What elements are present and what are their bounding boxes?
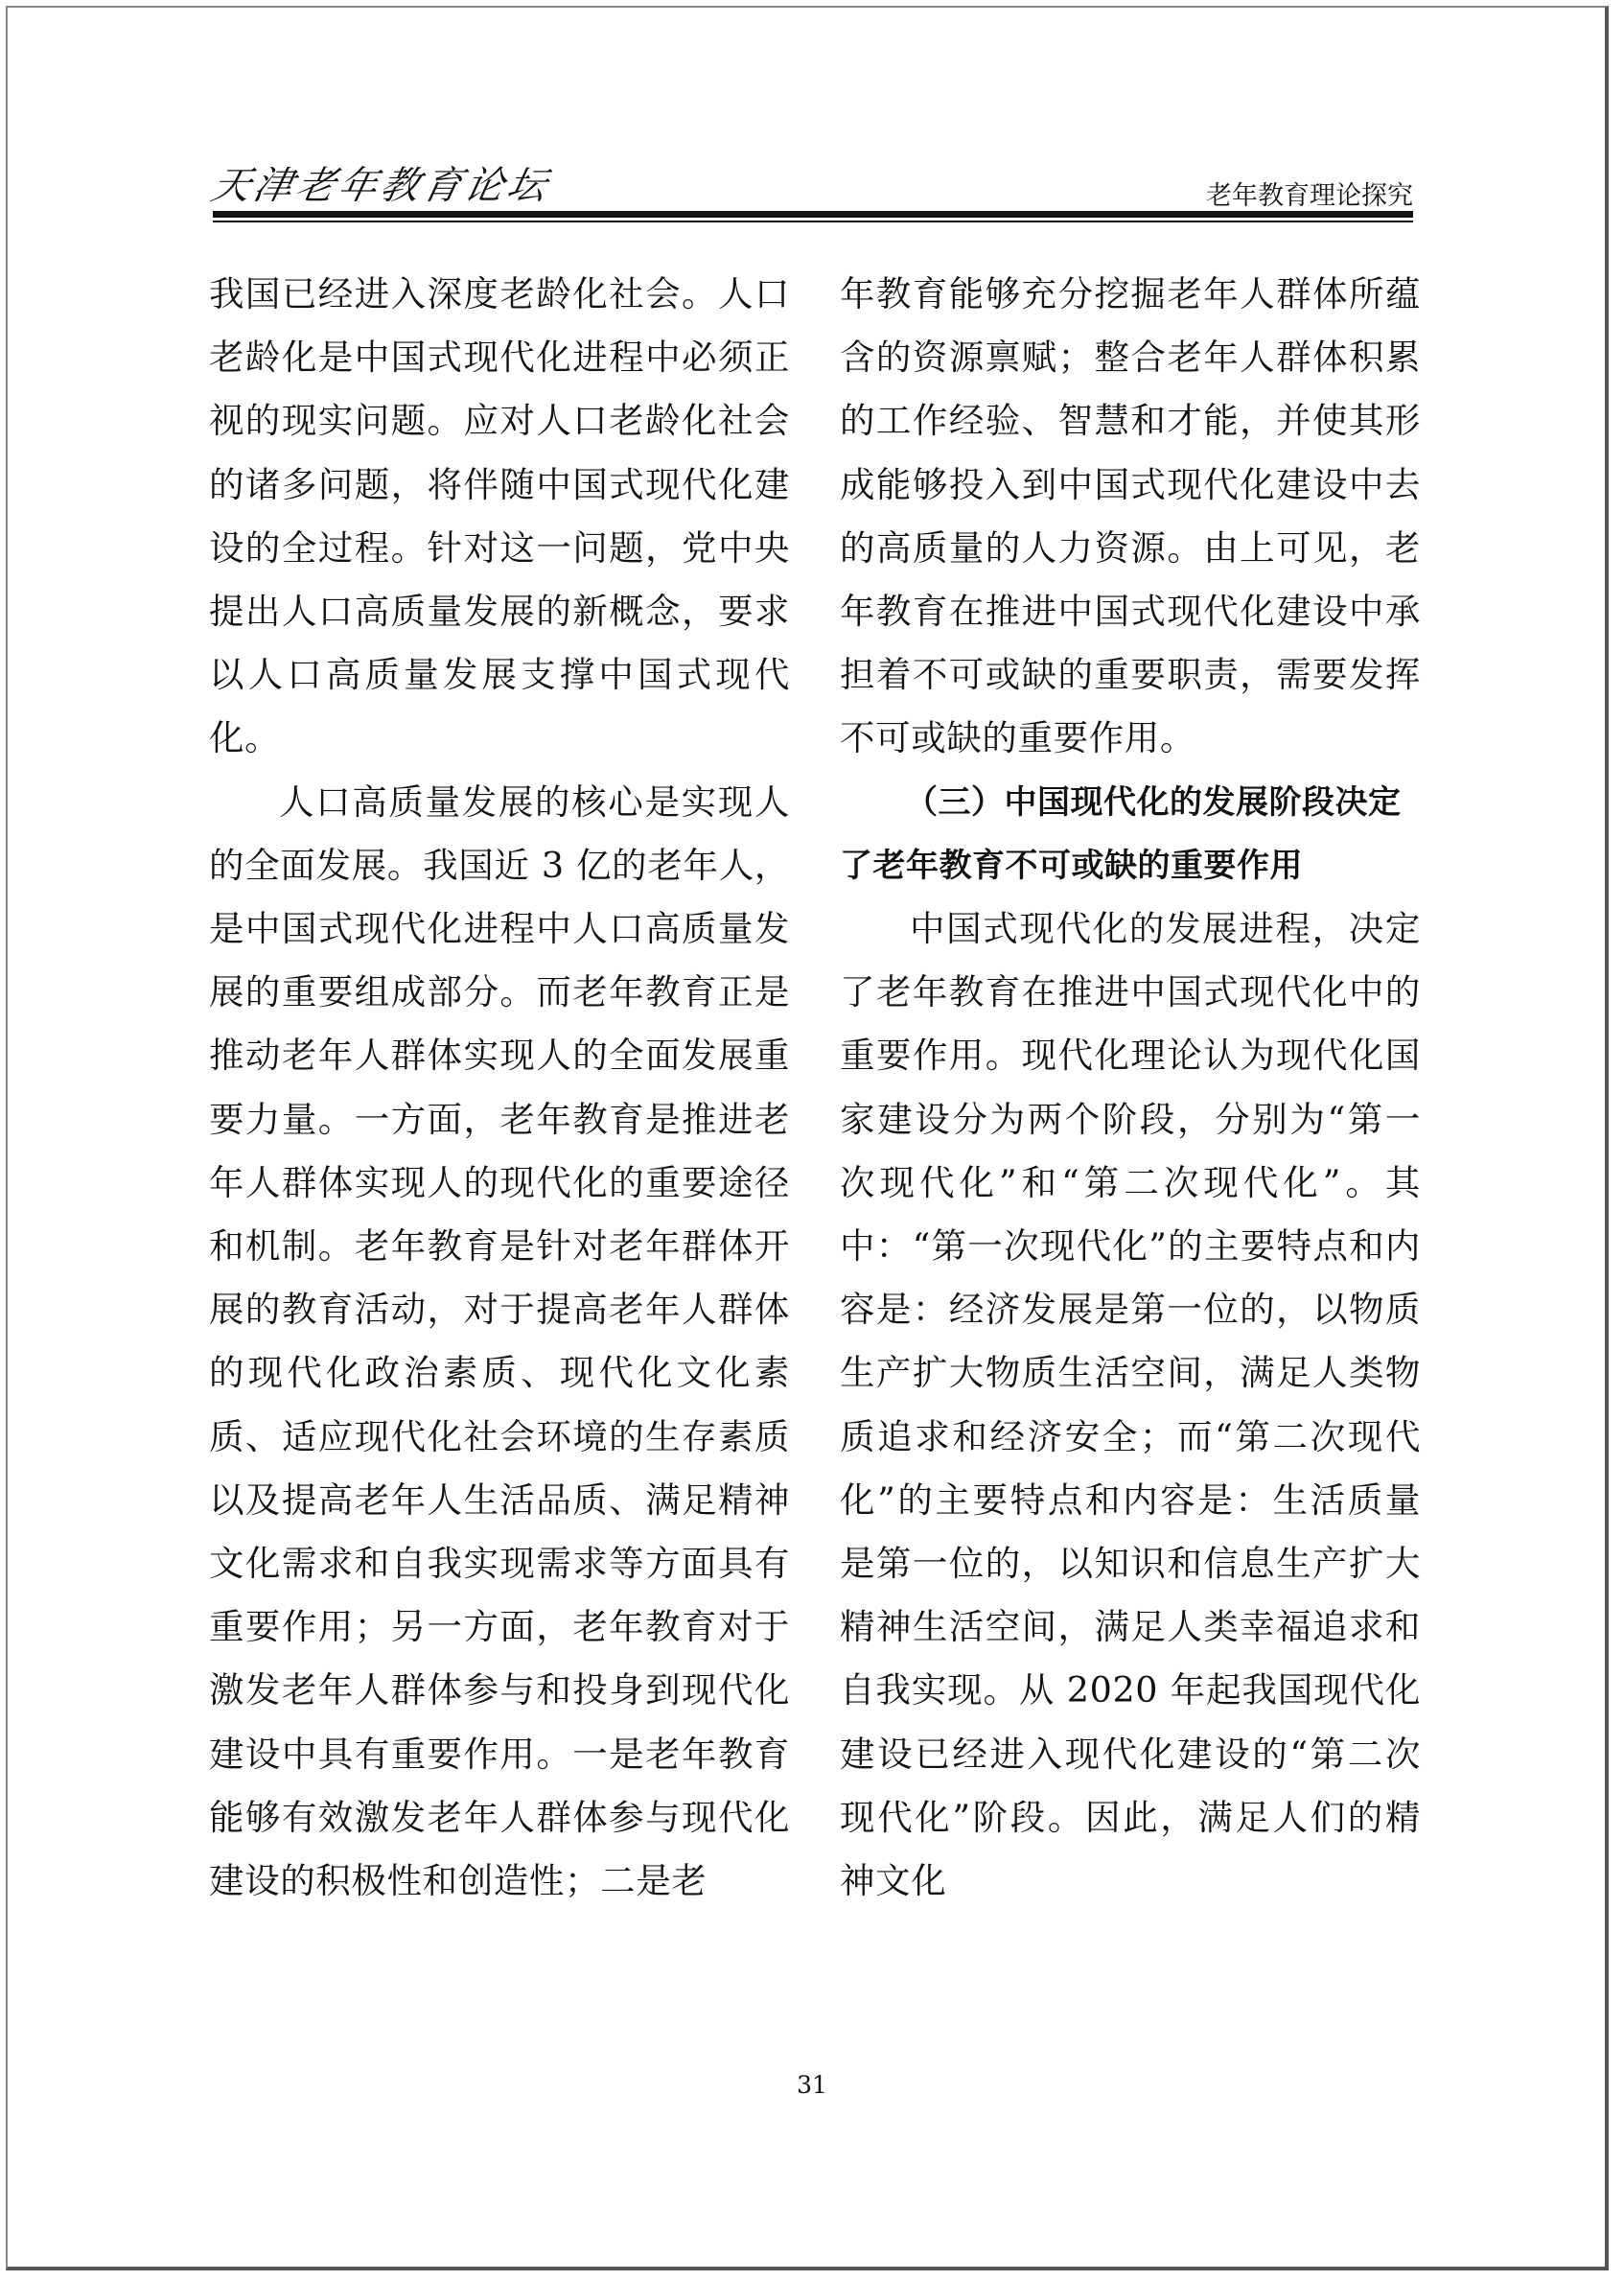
page-number: 31 <box>797 2071 827 2099</box>
paragraph: 人口高质量发展的核心是实现人的全面发展。我国近 3 亿的老年人，是中国式现代化进程中人口高质量发展的重要组成部分。而老年教育正是推动老年人群体实现人的全面发展重要力量。一方面，老年教育是推进老年人群体实现人的现代化的重要途径和机制。老年教育是针对老年群体开展的教育活动，对于提高老年人群体的现代化政治素质、现代化文化素质、适应现代化社会环境的生存素质以及提高老年人生活品质、满足精神文化需求和自我实现需求等方面具有重要作用；另一方面，老年教育对于激发老年人群体参与和投身到现代化建设中具有重要作用。一是老年教育能够有效激发老年人群体参与现代化建设的积极性和创造性；二是老 <box>209 780 790 1902</box>
section-subheading: （三）中国现代化的发展阶段决定了老年教育不可或缺的重要作用 <box>840 782 1402 885</box>
paragraph: 我国已经进入深度老龄化社会。人口老龄化是中国式现代化进程中必须正视的现实问题。应对人口老龄化社会的诸多问题，将伴随中国式现代化建设的全过程。针对这一问题，党中央提出人口高质量发展的新概念，要求以人口高质量发展支撑中国式现代化。 <box>209 273 790 759</box>
right-column <box>840 263 1421 1913</box>
page-header <box>207 151 1413 221</box>
header-rule-thick <box>213 211 1413 218</box>
journal-logo: 天津老年教育论坛 <box>207 164 555 208</box>
section-label: 老年教育理论探究 <box>1206 181 1413 211</box>
left-column <box>209 263 790 1913</box>
paragraph: 年教育能够充分挖掘老年人群体所蕴含的资源禀赋；整合老年人群体积累的工作经验、智慧和才能，并使其形成能够投入到中国式现代化建设中去的高质量的人力资源。由上可见，老年教育在推进中国式现代化建设中承担着不可或缺的重要职责，需要发挥不可或缺的重要作用。 <box>840 273 1421 759</box>
paragraph: 中国式现代化的发展进程，决定了老年教育在推进中国式现代化中的重要作用。现代化理论认为现代化国家建设分为两个阶段，分别为“第一次现代化”和“第二次现代化”。其中：“第一次现代化”的主要特点和内容是：经济发展是第一位的，以物质生产扩大物质生活空间，满足人类物质追求和经济安全；而“第二次现代化”的主要特点和内容是：生活质量是第一位的，以知识和信息生产扩大精神生活空间，满足人类幸福追求和自我实现。从 2020 年起我国现代化建设已经进入现代化建设的“第二次现代化”阶段。因此，满足人们的精神文化 <box>840 908 1421 1902</box>
header-rule-thin <box>213 221 1413 222</box>
